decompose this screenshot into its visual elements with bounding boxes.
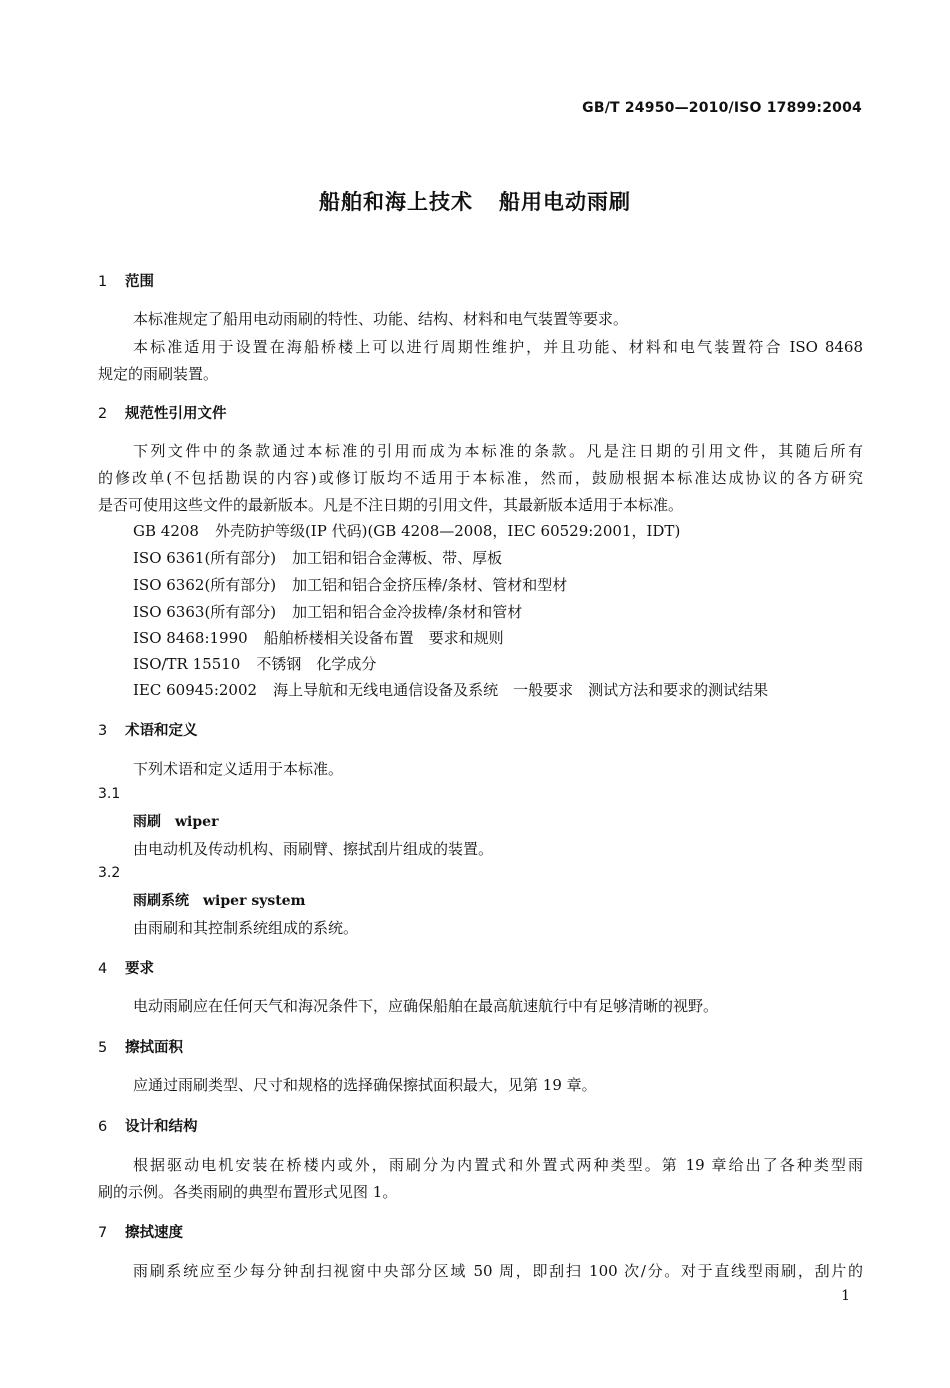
section-2-para-1b: 的修改单(不包括勘误的内容)或修订版均不适用于本标准，然而，鼓励根据本标准达成协议的各方研究	[98, 469, 863, 487]
term-3-1-number: 3.1	[98, 786, 121, 802]
document-title	[0, 186, 950, 216]
reference-item: GB 4208 外壳防护等级(IP 代码)(GB 4208—2008，IEC 60529:2001，IDT)	[133, 522, 681, 540]
section-3-heading: 3 术语和定义	[98, 723, 198, 739]
section-1-para-1: 本标准规定了船用电动雨刷的特性、功能、结构、材料和电气装置等要求。	[133, 310, 629, 328]
section-2-heading: 2 规范性引用文件	[98, 406, 227, 422]
section-6-para-1b: 刷的示例。各类雨刷的典型布置形式见图 1。	[98, 1183, 398, 1201]
section-4-para-1: 电动雨刷应在任何天气和海况条件下，应确保船舶在最高航速航行中有足够清晰的视野。	[133, 997, 719, 1015]
section-5-para-1: 应通过雨刷类型、尺寸和规格的选择确保擦拭面积最大，见第 19 章。	[133, 1076, 597, 1094]
standard-code: GB/T 24950—2010/ISO 17899:2004	[582, 100, 862, 116]
section-3-para-1: 下列术语和定义适用于本标准。	[133, 760, 344, 778]
reference-item: ISO 6361(所有部分) 加工铝和铝合金薄板、带、厚板	[133, 549, 503, 567]
section-1-para-2b: 规定的雨刷装置。	[98, 365, 219, 383]
section-1-para-2a: 本标准适用于设置在海船桥楼上可以进行周期性维护，并且功能、材料和电气装置符合 ISO 8468	[133, 338, 863, 356]
reference-item: ISO/TR 15510 不锈钢 化学成分	[133, 655, 377, 673]
title-part1: 船舶和海上技术	[319, 190, 473, 214]
term-3-2-number: 3.2	[98, 865, 121, 881]
term-3-1-name: 雨刷 wiper	[133, 814, 219, 830]
section-1-heading: 1 范围	[98, 274, 154, 290]
section-6-heading: 6 设计和结构	[98, 1119, 198, 1135]
page-number: 1	[841, 1288, 850, 1304]
title-part2: 船用电动雨刷	[499, 190, 631, 214]
section-4-heading: 4 要求	[98, 961, 154, 977]
reference-item: ISO 6362(所有部分) 加工铝和铝合金挤压棒/条材、管材和型材	[133, 576, 568, 594]
term-3-1-definition: 由电动机及传动机构、雨刷臂、擦拭刮片组成的装置。	[133, 840, 494, 858]
term-3-2-definition: 由雨刷和其控制系统组成的系统。	[133, 919, 359, 937]
reference-item: ISO 8468:1990 船舶桥楼相关设备布置 要求和规则	[133, 629, 504, 647]
reference-item: ISO 6363(所有部分) 加工铝和铝合金冷拔棒/条材和管材	[133, 603, 523, 621]
term-3-2-name: 雨刷系统 wiper system	[133, 893, 306, 909]
section-7-heading: 7 擦拭速度	[98, 1225, 183, 1241]
section-7-para-1a: 雨刷系统应至少每分钟刮扫视窗中央部分区域 50 周，即刮扫 100 次/分。对于直线型雨刷，刮片的	[133, 1262, 863, 1280]
section-6-para-1a: 根据驱动电机安装在桥楼内或外，雨刷分为内置式和外置式两种类型。第 19 章给出了各种类型雨	[133, 1156, 863, 1174]
reference-item: IEC 60945:2002 海上导航和无线电通信设备及系统 一般要求 测试方法和要求的测试结果	[133, 681, 769, 699]
section-2-para-1c: 是否可使用这些文件的最新版本。凡是不注日期的引用文件，其最新版本适用于本标准。	[98, 496, 684, 514]
section-2-para-1a: 下列文件中的条款通过本标准的引用而成为本标准的条款。凡是注日期的引用文件，其随后所有	[133, 442, 863, 460]
section-5-heading: 5 擦拭面积	[98, 1040, 183, 1056]
